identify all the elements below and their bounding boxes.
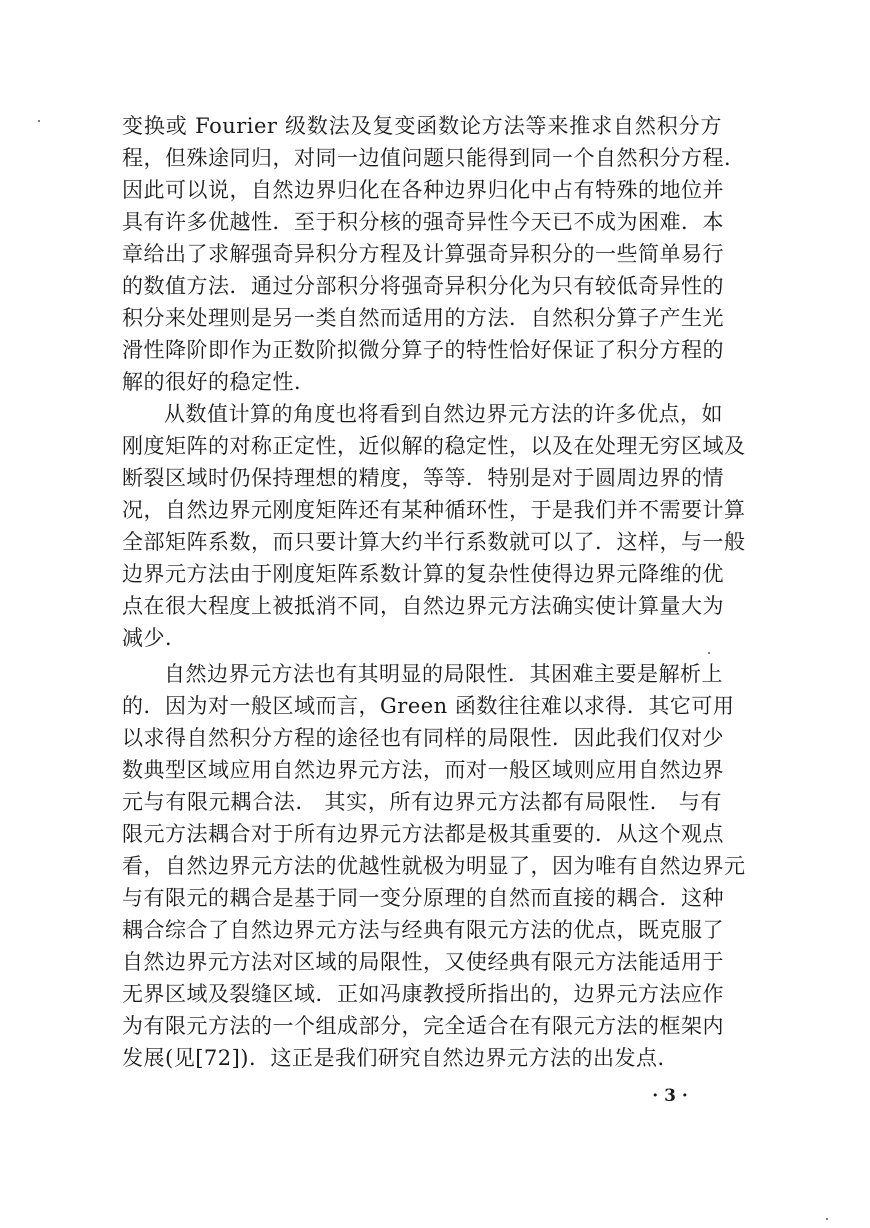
text-line: 积分来处理则是另一类自然而适用的方法．自然积分算子产生光: [122, 306, 724, 330]
text-line: 看，自然边界元方法的优越性就极为明显了，因为唯有自然边界元: [122, 854, 746, 878]
text-line: 况，自然边界元刚度矩阵还有某种循环性，于是我们并不需要计算: [122, 498, 746, 522]
text-line: 自然边界元方法对区域的局限性，又使经典有限元方法能适用于: [122, 950, 724, 974]
text-line: 刚度矩阵的对称正定性，近似解的稳定性，以及在处理无穷区域及: [122, 434, 746, 458]
page-number: · 3 ·: [652, 1086, 688, 1106]
scan-speck: [826, 1218, 828, 1220]
text-line: 的．因为对一般区域而言，Green 函数往往难以求得．其它可用: [122, 694, 735, 718]
text-line: 自然边界元方法也有其明显的局限性．其困难主要是解析上: [164, 662, 723, 686]
text-line: 边界元方法由于刚度矩阵系数计算的复杂性使得边界元降维的优: [122, 562, 724, 586]
text-line: 变换或 Fourier 级数法及复变函数论方法等来推求自然积分方: [122, 114, 722, 138]
text-line: 断裂区域时仍保持理想的精度，等等．特别是对于圆周边界的情: [122, 466, 724, 490]
text-line: 点在很大程度上被抵消不同，自然边界元方法确实使计算量大为: [122, 594, 724, 618]
text-line: 解的很好的稳定性．: [122, 370, 316, 394]
text-line: 元与有限元耦合法． 其实，所有边界元方法都有局限性． 与有: [122, 790, 722, 814]
text-line: 章给出了求解强奇异积分方程及计算强奇异积分的一些简单易行: [122, 242, 724, 266]
text-line: 具有许多优越性．至于积分核的强奇异性今天已不成为困难．本: [122, 210, 724, 234]
text-line: 限元方法耦合对于所有边界元方法都是极其重要的．从这个观点: [122, 822, 724, 846]
scan-speck: [38, 120, 40, 122]
text-line: 滑性降阶即作为正数阶拟微分算子的特性恰好保证了积分方程的: [122, 338, 724, 362]
text-line: 为有限元方法的一个组成部分，完全适合在有限元方法的框架内: [122, 1014, 724, 1038]
text-line: 从数值计算的角度也将看到自然边界元方法的许多优点，如: [164, 402, 723, 426]
text-line: 数典型区域应用自然边界元方法，而对一般区域则应用自然边界: [122, 758, 724, 782]
text-line: 的数值方法．通过分部积分将强奇异积分化为只有较低奇异性的: [122, 274, 724, 298]
text-line: 无界区域及裂缝区域．正如冯康教授所指出的，边界元方法应作: [122, 982, 724, 1006]
text-line: 因此可以说，自然边界归化在各种边界归化中占有特殊的地位并: [122, 178, 724, 202]
text-line: 以求得自然积分方程的途径也有同样的局限性．因此我们仅对少: [122, 726, 724, 750]
text-line: 减少．: [122, 626, 187, 650]
text-line: 发展(见[72])．这正是我们研究自然边界元方法的出发点．: [122, 1046, 679, 1070]
text-line: 全部矩阵系数，而只要计算大约半行系数就可以了．这样，与一般: [122, 530, 746, 554]
scan-speck: [708, 652, 710, 654]
text-line: 与有限元的耦合是基于同一变分原理的自然而直接的耦合．这种: [122, 886, 724, 910]
text-line: 程，但殊途同归，对同一边值问题只能得到同一个自然积分方程．: [122, 146, 746, 170]
text-line: 耦合综合了自然边界元方法与经典有限元方法的优点，既克服了: [122, 918, 724, 942]
